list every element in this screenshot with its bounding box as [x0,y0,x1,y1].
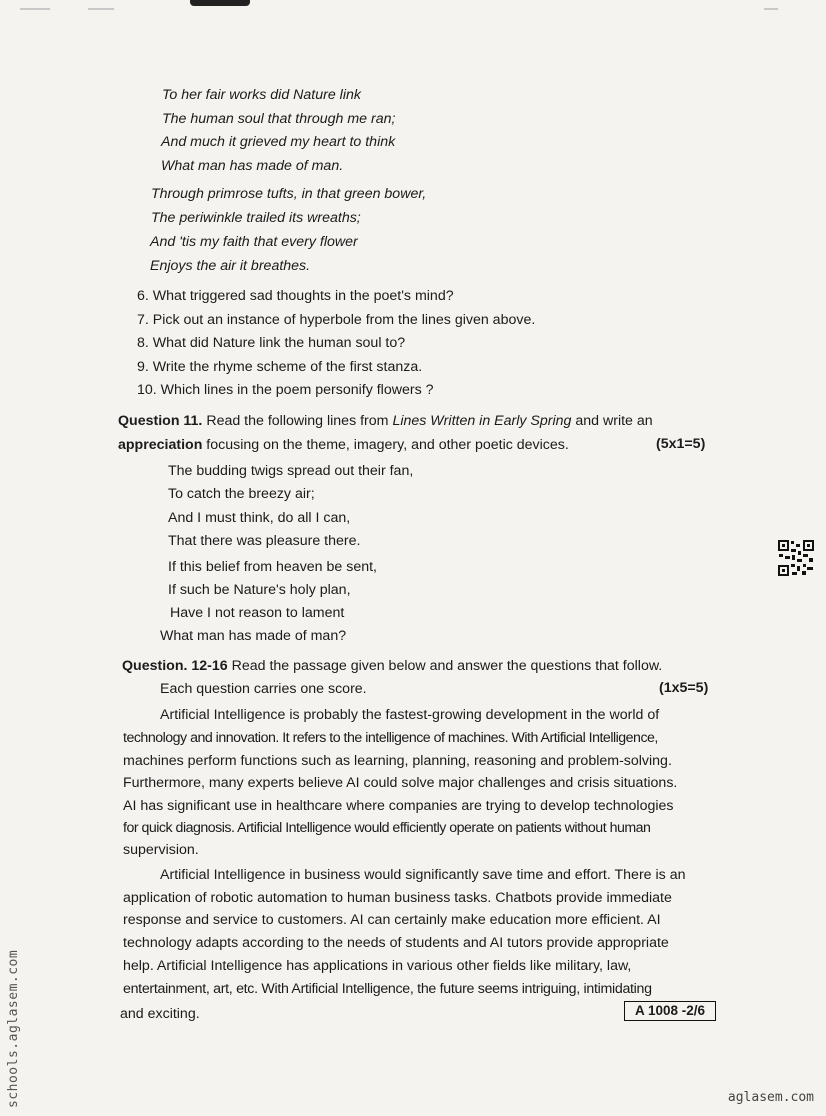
q11-heading [118,412,653,430]
question-item: 6. What triggered sad thoughts in the poet's mind? [137,288,454,304]
question-item: 9. Write the rhyme scheme of the first stanza. [137,359,423,375]
passage-line: application of robotic automation to human business tasks. Chatbots provide immediate [123,890,672,906]
watermark-right: aglasem.com [727,1090,814,1105]
q11-text-c: focusing on the theme, imagery, and other poetic devices. [202,437,569,453]
q11-verse-line: If this belief from heaven be sent, [168,559,377,575]
passage-line: Artificial Intelligence is probably the fastest-growing development in the world of [160,707,660,723]
scan-tick [20,8,50,10]
q11-verse-line: Have I not reason to lament [170,605,345,621]
scan-edge-mark [190,0,250,6]
poem-line: To her fair works did Nature link [162,87,361,103]
poem-line: What man has made of man. [161,158,344,174]
page-code: A 1008 -2/6 [624,1001,716,1021]
q11-text-a: Read the following lines from [202,413,393,429]
q11-line-2 [118,436,569,454]
q12-text: Read the passage given below and answer the questions that follow. [227,658,663,674]
q11-verse-line: And I must think, do all I can, [168,510,351,526]
q11-verse-line: The budding twigs spread out their fan, [168,463,414,479]
passage-line: help. Artificial Intelligence has applications in various other fields like military, law, [123,958,632,974]
q12-label: Question. 12-16 [122,658,228,674]
q11-marks: (5x1=5) [656,436,706,452]
q12-marks: (1x5=5) [659,680,709,696]
question-item: 10. Which lines in the poem personify flowers ? [137,382,434,398]
poem-line: And 'tis my faith that every flower [150,234,358,250]
scan-tick [88,8,114,10]
poem-line: The human soul that through me ran; [162,111,396,127]
question-item: 8. What did Nature link the human soul to? [137,335,406,351]
q11-verse-line: If such be Nature's holy plan, [168,582,351,598]
q11-bold: appreciation [118,437,203,453]
q12-line-2: Each question carries one score. [160,681,367,697]
passage-line: Furthermore, many experts believe AI could solve major challenges and crisis situations. [123,775,678,791]
passage-line: for quick diagnosis. Artificial Intelligence would efficiently operate on patients without human [123,820,651,836]
q11-verse-line: To catch the breezy air; [168,486,315,502]
poem-line: The periwinkle trailed its wreaths; [151,210,361,226]
passage-line: technology adapts according to the needs of students and AI tutors provide appropriate [123,935,669,951]
q12-heading [122,657,662,675]
poem-line: And much it grieved my heart to think [161,134,396,150]
passage-line: technology and innovation. It refers to the intelligence of machines. With Artificial Intelligence, [123,730,658,746]
passage-line: supervision. [123,842,199,858]
q11-text-b: and write an [571,413,653,429]
poem-line: Through primrose tufts, in that green bower, [151,186,427,202]
q11-verse-line: What man has made of man? [160,628,347,644]
passage-line: Artificial Intelligence in business would significantly save time and effort. There is an [160,867,686,883]
passage-line: entertainment, art, etc. With Artificial Intelligence, the future seems intriguing, intimidating [123,981,652,997]
poem-line: Enjoys the air it breathes. [150,258,311,274]
passage-line: machines perform functions such as learning, planning, reasoning and problem-solving. [123,753,672,769]
passage-line: AI has significant use in healthcare where companies are trying to develop technologies [123,798,674,814]
scan-tick [764,8,778,10]
watermark-left: schools.aglasem.com [6,949,21,1108]
q11-label: Question 11. [118,413,203,429]
q11-verse-line: That there was pleasure there. [168,533,361,549]
passage-line: response and service to customers. AI can certainly make education more efficient. AI [123,912,661,928]
qr-code-icon [777,539,815,577]
passage-line: and exciting. [120,1006,200,1022]
question-item: 7. Pick out an instance of hyperbole from the lines given above. [137,312,536,328]
q11-poem-title: Lines Written in Early Spring [392,413,572,429]
